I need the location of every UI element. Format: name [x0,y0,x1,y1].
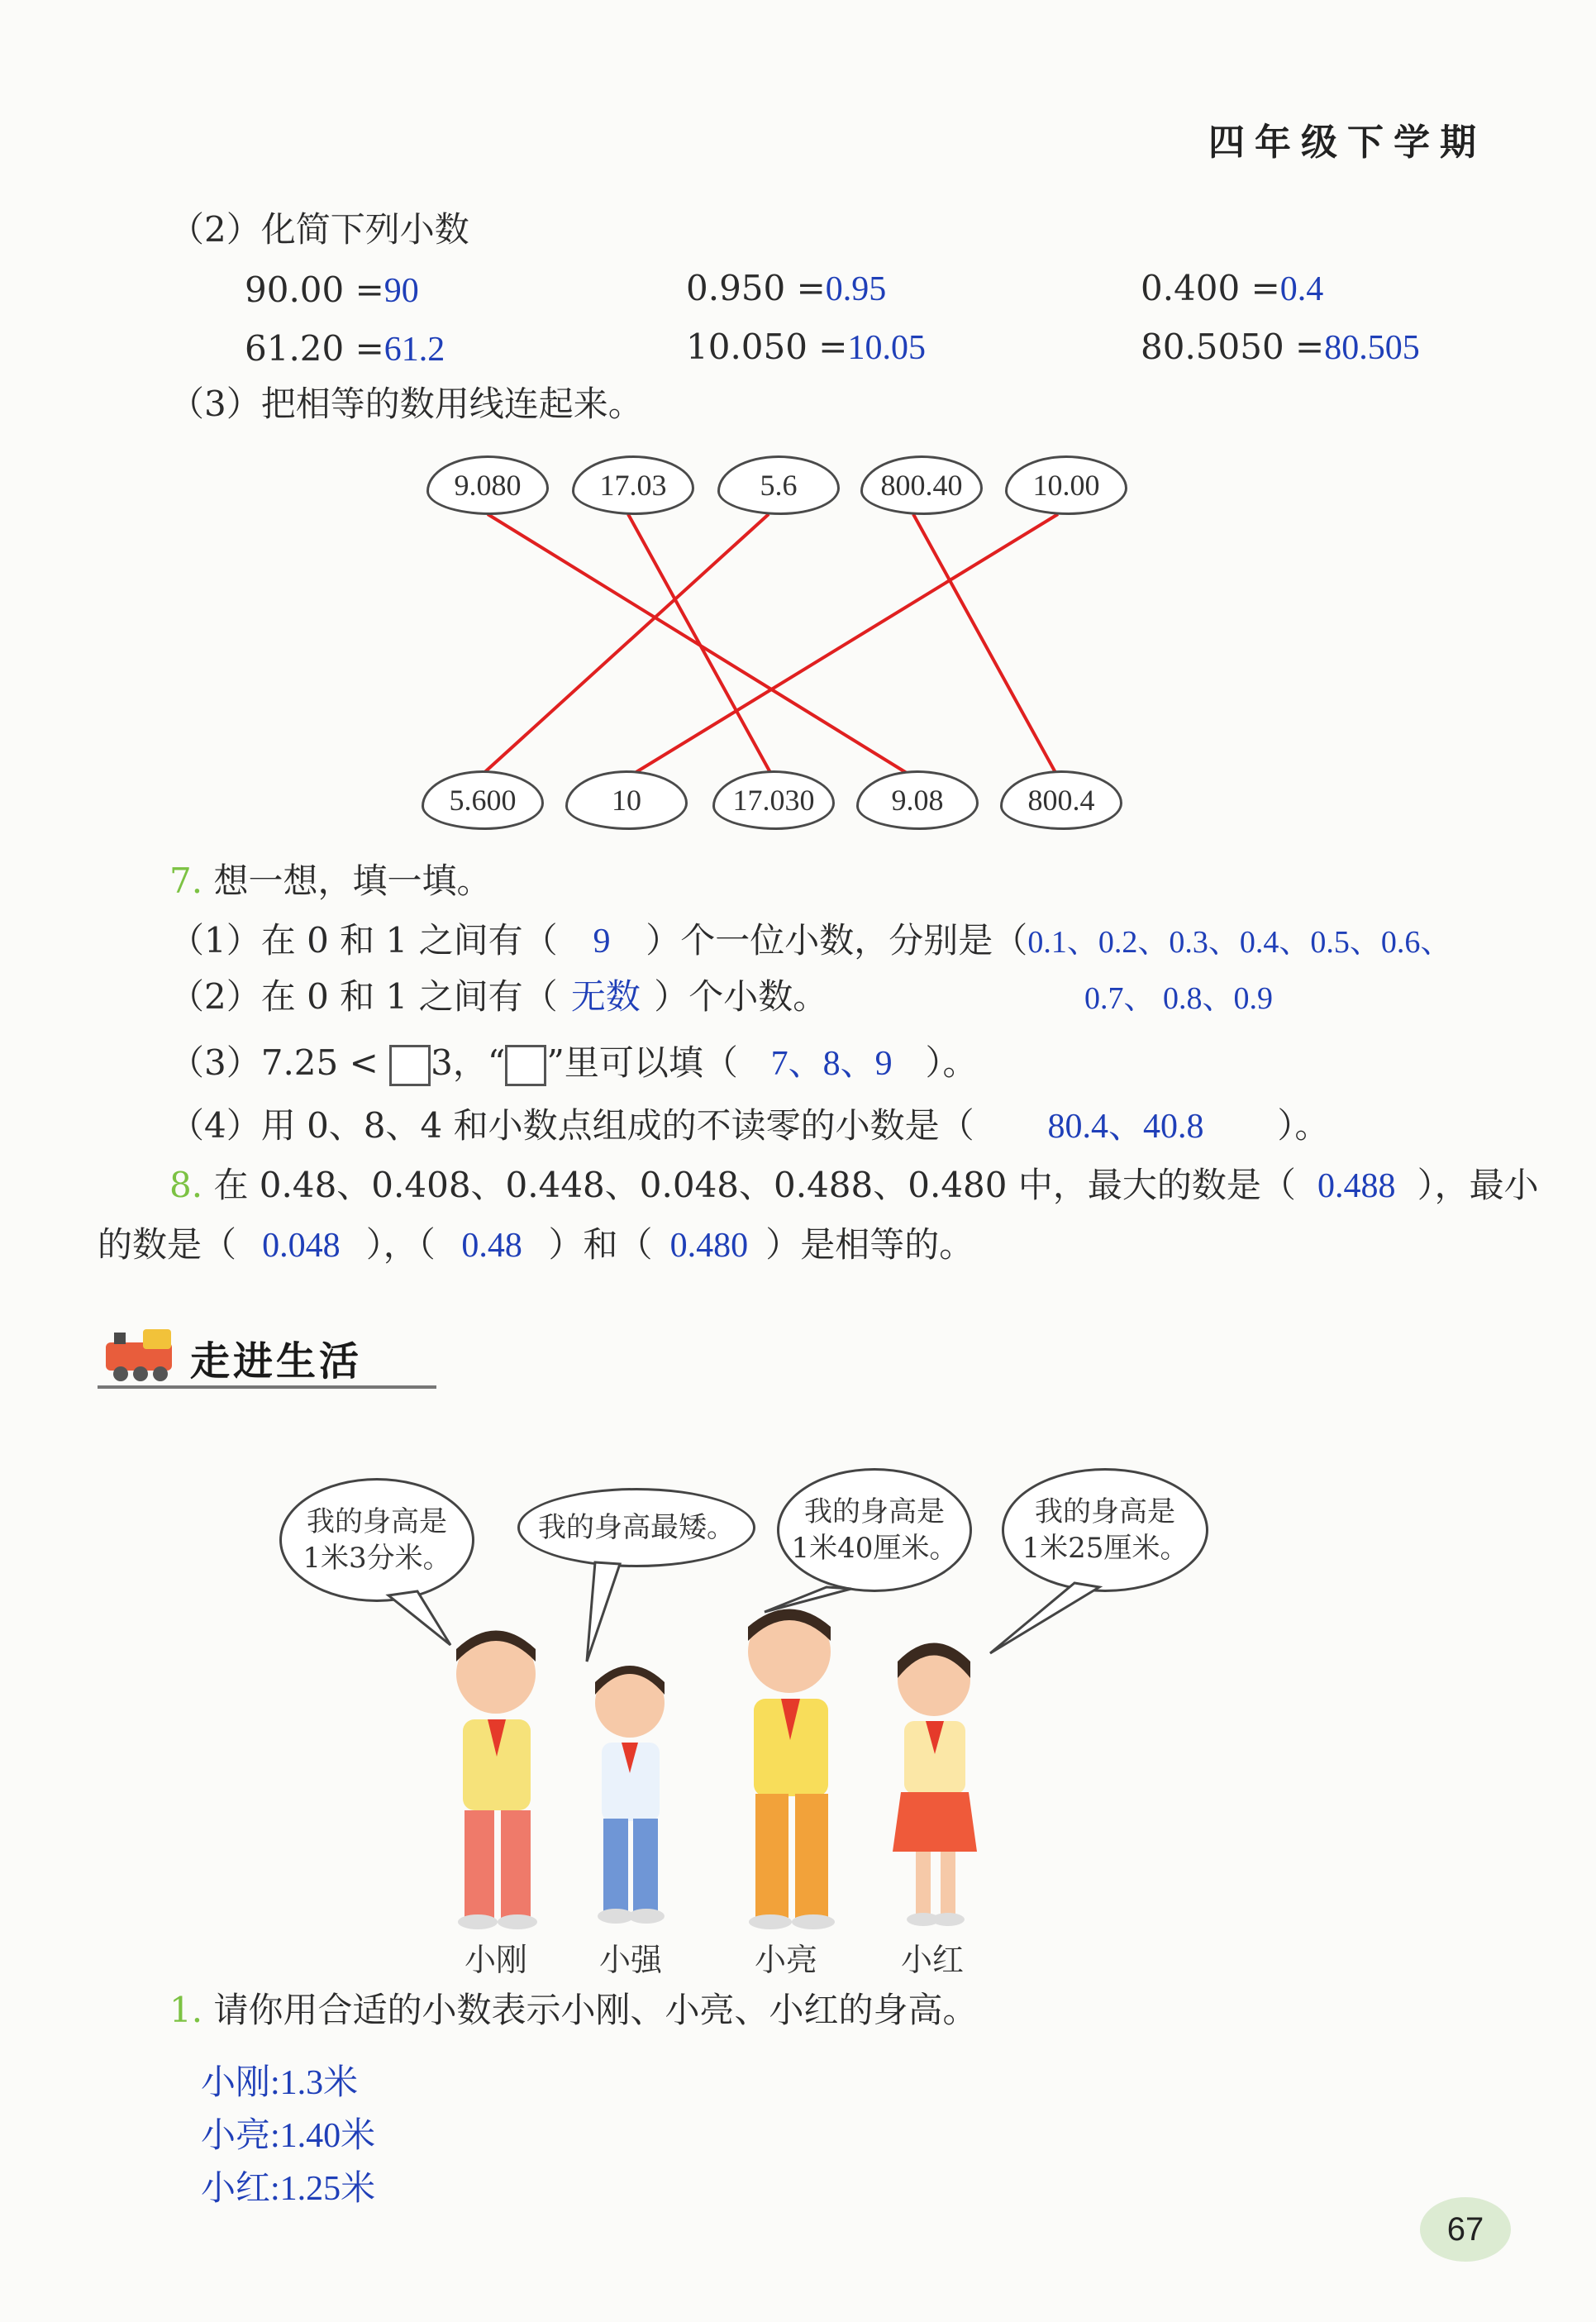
section-title: 走进生活 [190,1338,363,1385]
simplify-expr: 61.20 = [245,328,384,369]
answer: 7、8、9 [770,1045,893,1083]
simplify-answer: 10.05 [847,329,927,367]
bubble-text: 我的身高是 [307,1505,447,1538]
child-xiaohong [893,1643,977,1927]
height-answer: 小红:1.25米 [201,2170,376,2208]
bubble-text: 我的身高是 [1035,1495,1175,1528]
line-text: ）和（ [548,1224,653,1265]
life-q1-title: 请你用合适的小数表示小刚、小亮、小红的身高。 [213,1990,978,2030]
question-number: 1. [169,1990,203,2030]
simplify-answer: 0.4 [1279,270,1324,308]
line-text: （1）在 0 和 1 之间有（ [169,920,558,961]
line-text: ），最小 [1417,1165,1539,1205]
cloud-top: 9.080 [426,455,549,515]
grade-header: 四年级下学期 [1208,122,1486,164]
cloud-bottom: 10 [565,770,688,830]
answer: 0.7、 0.8、0.9 [1084,981,1274,1016]
answer: 0.048 [262,1227,341,1265]
line-text: 的数是（ [98,1224,237,1265]
page-number: 67 [1420,2197,1511,2262]
bubble-text: 1米40厘米。 [791,1532,958,1565]
answer: 0.48 [461,1227,522,1265]
bubble-text: 1米25厘米。 [1022,1532,1189,1565]
height-answer: 小亮:1.40米 [201,2117,376,2155]
question-number: 8. [169,1165,203,1205]
bubble-text: 我的身高是 [804,1495,945,1528]
simplify-expr: 0.400 = [1141,268,1280,308]
child-xiaoqiang [595,1666,665,1924]
answer: 0.488 [1317,1167,1396,1205]
cloud-bottom: 800.4 [1000,770,1122,830]
child-name: 小红 [901,1942,965,1978]
cloud-top: 5.6 [717,455,840,515]
line-text: （4）用 0、8、4 和小数点组成的不读零的小数是（ [169,1105,974,1146]
life-q1 [169,1989,977,2032]
child-name: 小亮 [755,1942,818,1978]
bubble-text: 我的身高最矮。 [538,1511,735,1544]
bubble-text: 1米3分米。 [303,1542,451,1575]
simplify-answer: 0.95 [825,270,887,308]
cloud-top: 10.00 [1005,455,1127,515]
cloud-top: 17.03 [572,455,694,515]
simplify-expr: 10.050 = [686,327,848,367]
answer: 80.4、40.8 [1047,1108,1204,1146]
simplify-answer: 80.505 [1324,329,1420,367]
simplify-expr: 0.950 = [686,268,826,308]
child-xiaoliang [748,1609,835,1930]
line-text: （2）在 0 和 1 之间有（ [169,976,558,1017]
q6-2-title: （2）化简下列小数 [169,209,469,250]
line-text: ），（ [365,1224,436,1265]
simplify-expr: 90.00 = [245,269,384,310]
cloud-bottom: 17.030 [712,770,835,830]
line-text: 3，“ [431,1042,506,1083]
line-text: （3）7.25 < [169,1042,379,1083]
child-name: 小刚 [465,1942,528,1978]
q7-title: 想一想，填一填。 [213,861,492,901]
cloud-bottom: 9.08 [856,770,979,830]
line-text: 在 0.48、0.408、0.448、0.048、0.488、0.480 中，最大的数是（ [213,1165,1296,1205]
cloud-top: 800.40 [860,455,983,515]
q6-3-title: （3）把相等的数用线连起来。 [169,384,643,424]
simplify-expr: 80.5050 = [1141,327,1325,367]
height-answer: 小刚:1.3米 [201,2064,359,2102]
line-text: ）个小数。 [654,976,828,1017]
cloud-bottom: 5.600 [422,770,544,830]
simplify-answer: 90 [384,272,419,310]
simplify-answer: 61.2 [384,331,445,369]
line-text: ）个一位小数，分别是（ [646,920,1028,961]
answer: 0.1、0.2、0.3、0.4、0.5、0.6、 [1027,925,1452,960]
line-text: ”里可以填（ [546,1042,738,1083]
child-xiaogang [456,1631,537,1930]
answer: 9 [593,923,611,961]
line-text: ）。 [1277,1105,1330,1146]
line-text: ）。 [925,1042,978,1083]
line-text: ）是相等的。 [765,1224,974,1265]
child-name: 小强 [599,1942,663,1978]
answer: 0.480 [669,1227,749,1265]
answer: 无数 [570,979,641,1017]
question-number: 7. [169,861,203,901]
